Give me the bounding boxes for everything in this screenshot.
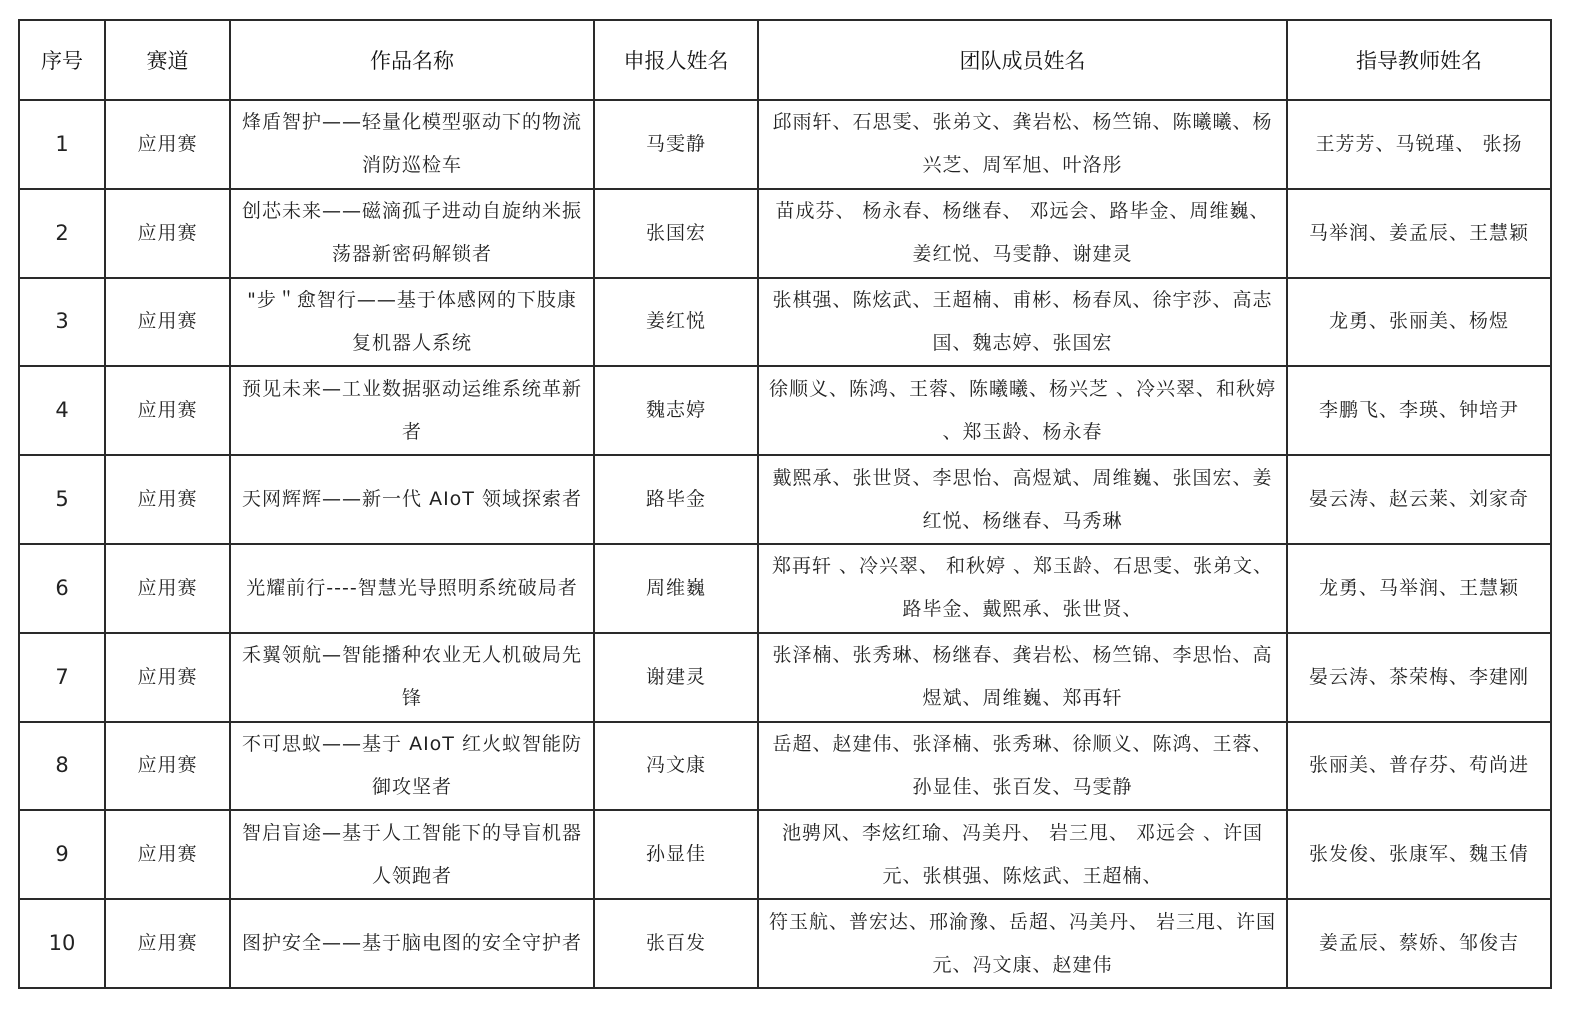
table-header	[19, 20, 1551, 100]
table-row	[19, 366, 1551, 455]
row-advisors: 龙勇、张丽美、杨煜	[1287, 278, 1551, 367]
row-applicant: 张国宏	[594, 189, 758, 278]
row-index: 3	[19, 278, 105, 367]
row-work-title: 天网辉辉——新一代 AIoT 领域探索者	[230, 455, 594, 544]
row-track: 应用赛	[105, 366, 230, 455]
table-row	[19, 100, 1551, 189]
row-team-members: 徐顺义、陈鸿、王蓉、陈曦曦、杨兴芝 、冷兴翠、和秋婷 、郑玉龄、杨永春	[758, 366, 1287, 455]
row-advisors: 张丽美、普存芬、苟尚进	[1287, 722, 1551, 811]
row-track: 应用赛	[105, 278, 230, 367]
row-track: 应用赛	[105, 100, 230, 189]
table-row	[19, 278, 1551, 367]
row-track: 应用赛	[105, 722, 230, 811]
row-index: 2	[19, 189, 105, 278]
row-applicant: 周维巍	[594, 544, 758, 633]
row-advisors: 李鹏飞、李瑛、钟培尹	[1287, 366, 1551, 455]
row-work-title: 智启盲途—基于人工智能下的导盲机器人领跑者	[230, 810, 594, 899]
header-work-title: 作品名称	[230, 20, 594, 100]
row-applicant: 路毕金	[594, 455, 758, 544]
row-work-title: 图护安全——基于脑电图的安全守护者	[230, 899, 594, 988]
row-team-members: 岳超、赵建伟、张泽楠、张秀琳、徐顺义、陈鸿、王蓉、孙显佳、张百发、马雯静	[758, 722, 1287, 811]
row-team-members: 苗成芬、 杨永春、杨继春、 邓远会、路毕金、周维巍、姜红悦、马雯静、谢建灵	[758, 189, 1287, 278]
row-team-members: 张棋强、陈炫武、王超楠、甫彬、杨春凤、徐宇莎、高志国、魏志婷、张国宏	[758, 278, 1287, 367]
row-team-members: 邱雨轩、石思雯、张弟文、龚岩松、杨竺锦、陈曦曦、杨兴芝、周军旭、叶洛彤	[758, 100, 1287, 189]
row-advisors: 马举润、姜孟辰、王慧颖	[1287, 189, 1551, 278]
table-row	[19, 633, 1551, 722]
row-track: 应用赛	[105, 455, 230, 544]
row-index: 9	[19, 810, 105, 899]
row-work-title: "步＂愈智行——基于体感网的下肢康复机器人系统	[230, 278, 594, 367]
row-team-members: 池骋风、李炫红瑜、冯美丹、 岩三甩、 邓远会 、许国元、张棋强、陈炫武、王超楠、	[758, 810, 1287, 899]
row-index: 10	[19, 899, 105, 988]
row-applicant: 张百发	[594, 899, 758, 988]
row-track: 应用赛	[105, 810, 230, 899]
row-track: 应用赛	[105, 899, 230, 988]
row-advisors: 晏云涛、茶荣梅、李建刚	[1287, 633, 1551, 722]
row-work-title: 禾翼领航—智能播种农业无人机破局先锋	[230, 633, 594, 722]
table-row	[19, 810, 1551, 899]
table-row	[19, 899, 1551, 988]
header-row	[19, 20, 1551, 100]
row-track: 应用赛	[105, 189, 230, 278]
row-index: 5	[19, 455, 105, 544]
header-applicant: 申报人姓名	[594, 20, 758, 100]
row-advisors: 姜孟辰、蔡娇、邹俊吉	[1287, 899, 1551, 988]
row-work-title: 创芯未来——磁滴孤子进动自旋纳米振荡器新密码解锁者	[230, 189, 594, 278]
row-index: 7	[19, 633, 105, 722]
header-advisors: 指导教师姓名	[1287, 20, 1551, 100]
row-advisors: 张发俊、张康军、魏玉倩	[1287, 810, 1551, 899]
row-applicant: 魏志婷	[594, 366, 758, 455]
row-advisors: 王芳芳、马锐瑾、 张扬	[1287, 100, 1551, 189]
row-applicant: 冯文康	[594, 722, 758, 811]
row-team-members: 郑再轩 、冷兴翠、 和秋婷 、郑玉龄、石思雯、张弟文、路毕金、戴熙承、张世贤、	[758, 544, 1287, 633]
row-track: 应用赛	[105, 544, 230, 633]
row-track: 应用赛	[105, 633, 230, 722]
row-team-members: 张泽楠、张秀琳、杨继春、龚岩松、杨竺锦、李思怡、高煜斌、周维巍、郑再轩	[758, 633, 1287, 722]
header-team-members: 团队成员姓名	[758, 20, 1287, 100]
row-applicant: 马雯静	[594, 100, 758, 189]
row-team-members: 符玉航、普宏达、邢渝豫、岳超、冯美丹、 岩三甩、许国元、冯文康、赵建伟	[758, 899, 1287, 988]
row-team-members: 戴熙承、张世贤、李思怡、高煜斌、周维巍、张国宏、姜红悦、杨继春、马秀琳	[758, 455, 1287, 544]
row-advisors: 晏云涛、赵云莱、刘家奇	[1287, 455, 1551, 544]
table-row	[19, 189, 1551, 278]
table-row	[19, 544, 1551, 633]
header-index: 序号	[19, 20, 105, 100]
row-applicant: 姜红悦	[594, 278, 758, 367]
row-work-title: 光耀前行----智慧光导照明系统破局者	[230, 544, 594, 633]
row-applicant: 谢建灵	[594, 633, 758, 722]
table-row	[19, 455, 1551, 544]
header-track: 赛道	[105, 20, 230, 100]
row-work-title: 预见未来—工业数据驱动运维系统革新者	[230, 366, 594, 455]
team-roster-table	[18, 19, 1552, 989]
row-work-title: 不可思蚁——基于 AIoT 红火蚁智能防御攻坚者	[230, 722, 594, 811]
row-applicant: 孙显佳	[594, 810, 758, 899]
row-index: 1	[19, 100, 105, 189]
row-work-title: 烽盾智护——轻量化模型驱动下的物流消防巡检车	[230, 100, 594, 189]
row-index: 8	[19, 722, 105, 811]
row-index: 4	[19, 366, 105, 455]
table-body	[19, 100, 1551, 988]
table-row	[19, 722, 1551, 811]
row-advisors: 龙勇、马举润、王慧颖	[1287, 544, 1551, 633]
row-index: 6	[19, 544, 105, 633]
